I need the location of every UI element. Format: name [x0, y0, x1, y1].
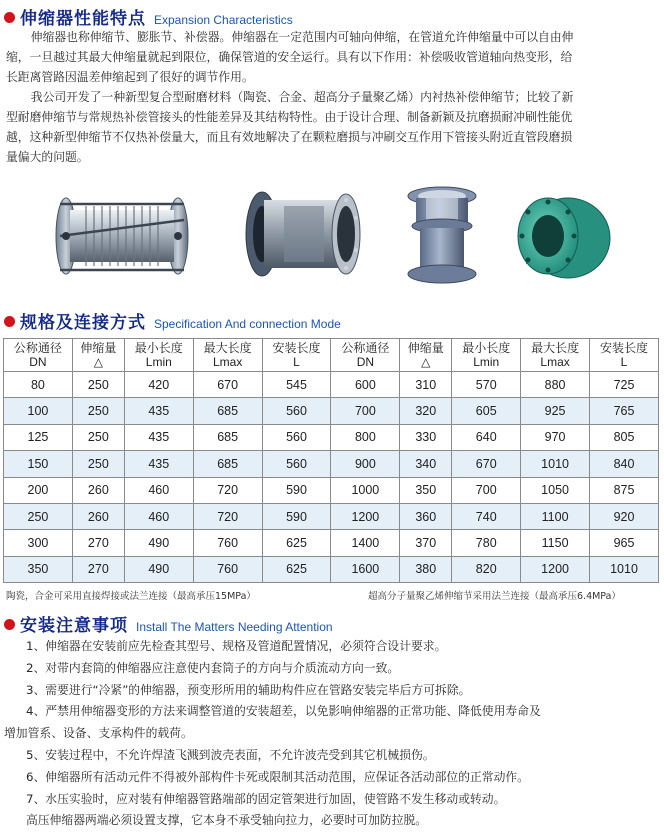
list-item: 增加管系、设备、支承构件的载荷。	[4, 726, 193, 741]
list-item: 2、对带内套筒的伸缩器应注意使内套筒子的方向与介质流动方向一致。	[26, 660, 400, 675]
table-cell: 590	[262, 477, 331, 503]
table-cell: 1100	[521, 503, 590, 529]
header-label: 公称通径	[341, 341, 390, 355]
table-cell: 250	[72, 451, 124, 477]
table-cell: 270	[72, 556, 124, 582]
table-header-cell	[452, 339, 521, 372]
table-cell: 260	[72, 477, 124, 503]
table-cell: 200	[4, 477, 73, 503]
sleeve-joint-image	[238, 186, 366, 282]
table-cell: 1200	[521, 556, 590, 582]
list-item: 高压伸缩器两端必须设置支撑，它本身不承受轴向拉力，必要时可加防拉脱。	[26, 813, 428, 828]
table-header-cell	[124, 339, 193, 372]
section-heading-installation	[4, 611, 333, 636]
text-line: 长距离管路因温差伸缩起到了很好的调节作用。	[6, 70, 254, 84]
table-cell: 670	[193, 372, 262, 398]
table-body	[4, 372, 659, 583]
table-cell: 350	[4, 556, 73, 582]
table-cell: 560	[262, 451, 331, 477]
table-cell: 1010	[590, 556, 659, 582]
table-cell: 250	[72, 372, 124, 398]
table-cell: 560	[262, 398, 331, 424]
section-heading-characteristics	[4, 4, 293, 29]
table-cell: 625	[262, 530, 331, 556]
section-heading-specification	[4, 308, 341, 333]
table-header-cell	[262, 339, 331, 372]
table-cell: 320	[400, 398, 452, 424]
installation-notes-list	[4, 636, 660, 832]
table-cell: 260	[72, 503, 124, 529]
text-line: 我公司开发了一种新型复合型耐磨材料（陶瓷、合金、超高分子量聚乙烯）内衬热补偿伸缩节；比较了新	[30, 90, 574, 104]
table-cell: 1050	[521, 477, 590, 503]
table-cell: 685	[193, 398, 262, 424]
table-cell: 1400	[331, 530, 400, 556]
table-cell: 1000	[331, 477, 400, 503]
table-cell: 490	[124, 530, 193, 556]
heading-cn: 安装注意事项	[20, 616, 128, 636]
table-cell: 760	[193, 530, 262, 556]
note-right: 超高分子量聚乙烯伸缩节采用法兰连接（最高承压6.4MPa）	[368, 591, 621, 602]
text-line: 缩，一旦越过其最大伸缩量就起到限位，确保管道的安全运行。具有以下作用：补偿吸收管道轴向热变形，给	[6, 50, 573, 64]
table-row	[4, 398, 659, 424]
table-cell: 640	[452, 424, 521, 450]
header-label: 最大长度	[203, 341, 252, 355]
table-cell: 310	[400, 372, 452, 398]
table-cell: 435	[124, 451, 193, 477]
heading-en: Expansion Characteristics	[154, 13, 293, 27]
table-cell: 330	[400, 424, 452, 450]
bellows-joint-image	[52, 184, 192, 284]
table-cell: 250	[72, 424, 124, 450]
header-sublabel: DN	[356, 355, 375, 369]
table-cell: 900	[331, 451, 400, 477]
table-cell: 965	[590, 530, 659, 556]
table-cell: 765	[590, 398, 659, 424]
table-cell: 670	[452, 451, 521, 477]
table-cell: 840	[590, 451, 659, 477]
table-cell: 590	[262, 503, 331, 529]
table-cell: 740	[452, 503, 521, 529]
red-bullet-icon	[4, 12, 15, 23]
table-cell: 490	[124, 556, 193, 582]
table-cell: 80	[4, 372, 73, 398]
table-cell: 370	[400, 530, 452, 556]
header-sublabel: Lmin	[145, 355, 172, 369]
header-sublabel: L	[293, 355, 300, 369]
heading-cn: 规格及连接方式	[20, 313, 146, 333]
green-joint-image	[514, 186, 614, 284]
table-cell: 875	[590, 477, 659, 503]
table-cell: 780	[452, 530, 521, 556]
list-item: 3、需要进行“冷紧”的伸缩器，预变形所用的辅助构件应在管路安装完毕后方可拆除。	[26, 682, 471, 697]
table-cell: 250	[72, 398, 124, 424]
table-cell: 250	[4, 503, 73, 529]
table-row	[4, 372, 659, 398]
text-line: 越，这种新型伸缩节不仅热补偿量大，而且有效地解决了在颗粒磨损与冲刷交互作用下管接头附近直管段磨损	[6, 130, 573, 144]
table-cell: 800	[331, 424, 400, 450]
table-header-cell	[521, 339, 590, 372]
table-cell: 460	[124, 477, 193, 503]
table-cell: 350	[400, 477, 452, 503]
red-bullet-icon	[4, 619, 15, 630]
table-cell: 685	[193, 451, 262, 477]
table-cell: 300	[4, 530, 73, 556]
table-header-row	[4, 339, 659, 372]
table-row	[4, 530, 659, 556]
text-line: 伸缩器也称伸缩节、膨胀节、补偿器。伸缩器在一定范围内可轴向伸缩，在管道允许伸缩量中可以自由伸	[30, 30, 574, 44]
table-cell: 625	[262, 556, 331, 582]
list-item: 1、伸缩器在安装前应先检查其型号、规格及管道配置情况，必须符合设计要求。	[26, 639, 447, 653]
header-label: 安装长度	[272, 341, 321, 355]
table-cell: 720	[193, 477, 262, 503]
table-cell: 600	[331, 372, 400, 398]
list-item: 6、伸缩器所有活动元件不得被外部构件卡死或限制其活动范围，应保证各活动部位的正常动作。	[26, 769, 529, 784]
table-cell: 100	[4, 398, 73, 424]
characteristics-text	[6, 27, 658, 167]
table-cell: 685	[193, 424, 262, 450]
header-sublabel: △	[93, 355, 103, 369]
list-item: 5、安装过程中，不允许焊渣飞溅到波壳表面，不允许波壳受到其它机械损伤。	[26, 747, 435, 762]
table-row	[4, 477, 659, 503]
header-sublabel: Lmax	[212, 355, 243, 369]
note-left: 陶瓷，合金可采用直接焊接或法兰连接（最高承压15MPa）	[6, 591, 256, 602]
table-header-cell	[193, 339, 262, 372]
table-cell: 545	[262, 372, 331, 398]
table-cell: 420	[124, 372, 193, 398]
table-cell: 970	[521, 424, 590, 450]
table-cell: 1200	[331, 503, 400, 529]
table-cell: 880	[521, 372, 590, 398]
table-cell: 380	[400, 556, 452, 582]
header-sublabel: Lmin	[473, 355, 500, 369]
list-item: 7、水压实验时，应对装有伸缩器管路端部的固定管架进行加固，使管路不发生移动或转动。	[26, 791, 506, 806]
red-bullet-icon	[4, 316, 15, 327]
header-label: 最小长度	[134, 341, 183, 355]
table-header-cell	[590, 339, 659, 372]
vertical-joint-image	[404, 182, 480, 288]
table-cell: 720	[193, 503, 262, 529]
table-cell: 570	[452, 372, 521, 398]
table-header-cell	[331, 339, 400, 372]
header-label: 安装长度	[600, 341, 649, 355]
table-cell: 150	[4, 451, 73, 477]
table-cell: 270	[72, 530, 124, 556]
table-header-cell	[4, 339, 73, 372]
header-sublabel: Lmax	[540, 355, 570, 369]
table-row	[4, 424, 659, 450]
table-cell: 340	[400, 451, 452, 477]
product-photos	[0, 180, 664, 290]
table-cell: 1600	[331, 556, 400, 582]
table-cell: 435	[124, 424, 193, 450]
table-header-cell	[400, 339, 452, 372]
specification-table	[3, 338, 659, 583]
table-cell: 360	[400, 503, 452, 529]
table-cell: 435	[124, 398, 193, 424]
table-cell: 460	[124, 503, 193, 529]
text-line: 型耐磨伸缩节与常规热补偿管接头的性能差异及其结构特性。由于设计合理、制备新颖及抗磨损耐冲刷性能优	[6, 110, 573, 124]
table-row	[4, 451, 659, 477]
table-cell: 1010	[521, 451, 590, 477]
table-row	[4, 556, 659, 582]
table-cell: 805	[590, 424, 659, 450]
table-cell: 700	[452, 477, 521, 503]
table-cell: 125	[4, 424, 73, 450]
table-header-cell	[72, 339, 124, 372]
table-cell: 920	[590, 503, 659, 529]
text-line: 量偏大的问题。	[6, 150, 89, 164]
header-label: 最小长度	[462, 341, 511, 355]
table-cell: 1150	[521, 530, 590, 556]
list-item: 4、严禁用伸缩器变形的方法来调整管道的安装超差，以免影响伸缩器的正常功能、降低使用寿命及	[26, 704, 541, 719]
table-cell: 760	[193, 556, 262, 582]
header-sublabel: △	[421, 355, 431, 369]
header-sublabel: DN	[29, 355, 47, 369]
header-label: 伸缩量	[80, 341, 117, 355]
heading-en: Install The Matters Needing Attention	[136, 620, 333, 634]
table-row	[4, 503, 659, 529]
table-cell: 700	[331, 398, 400, 424]
table-cell: 925	[521, 398, 590, 424]
header-label: 公称通径	[13, 341, 62, 355]
table-cell: 725	[590, 372, 659, 398]
header-label: 最大长度	[531, 341, 580, 355]
table-cell: 560	[262, 424, 331, 450]
header-sublabel: L	[620, 355, 628, 369]
heading-cn: 伸缩器性能特点	[20, 9, 146, 29]
table-cell: 820	[452, 556, 521, 582]
table-cell: 605	[452, 398, 521, 424]
heading-en: Specification And connection Mode	[154, 317, 341, 331]
header-label: 伸缩量	[407, 341, 444, 355]
